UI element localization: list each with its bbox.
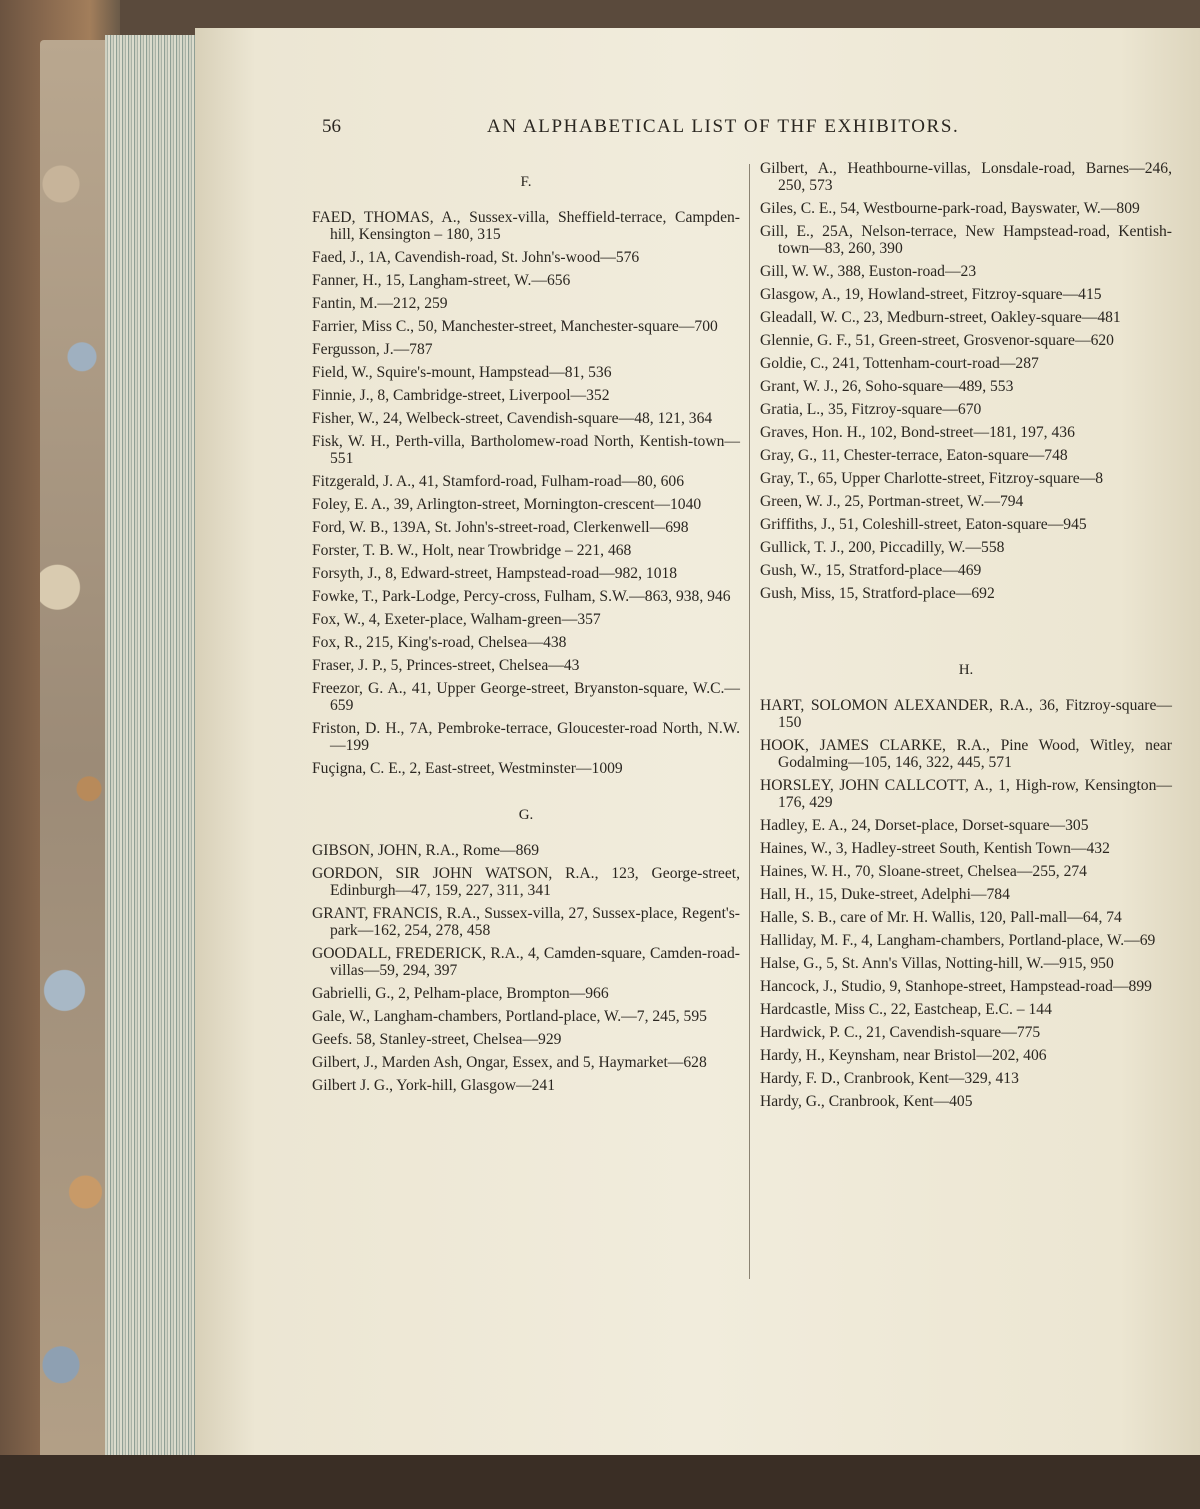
exhibitor-entry: Griffiths, J., 51, Coleshill-street, Eaton-square—945: [760, 516, 1087, 533]
page-bottom-shadow: [0, 1455, 1200, 1509]
section-letter: G.: [518, 807, 534, 823]
exhibitor-entry: Gray, G., 11, Chester-terrace, Eaton-square—748: [760, 447, 1068, 464]
exhibitor-entry: Glasgow, A., 19, Howland-street, Fitzroy-square—415: [760, 286, 1102, 303]
exhibitor-entry: Faed, J., 1A, Cavendish-road, St. John's-wood—576: [312, 249, 640, 266]
exhibitor-entry: Fantin, M.—212, 259: [312, 295, 448, 312]
exhibitor-entry: Gush, Miss, 15, Stratford-place—692: [760, 585, 995, 602]
exhibitor-entry: Hancock, J., Studio, 9, Stanhope-street, Hampstead-road—899: [760, 978, 1152, 995]
exhibitor-entry: Forsyth, J., 8, Edward-street, Hampstead-road—982, 1018: [312, 565, 678, 582]
page-edges: [105, 35, 200, 1455]
exhibitor-entry: Gush, W., 15, Stratford-place—469: [760, 562, 982, 579]
exhibitor-entry: Gilbert J. G., York-hill, Glasgow—241: [312, 1077, 556, 1094]
exhibitor-entry: Gill, W. W., 388, Euston-road—23: [760, 263, 977, 280]
exhibitor-entry: GORDON, SIR JOHN WATSON, R.A., 123, George-street, Edinburgh—47, 159, 227, 311, 341: [312, 865, 740, 899]
exhibitor-entry: Goldie, C., 241, Tottenham-court-road—287: [760, 355, 1039, 372]
exhibitor-entry: GIBSON, JOHN, R.A., Rome—869: [312, 842, 539, 859]
section-letter: F.: [520, 174, 532, 190]
exhibitor-entry: Fuçigna, C. E., 2, East-street, Westminster—1009: [312, 760, 623, 777]
exhibitor-entry: Fanner, H., 15, Langham-street, W.—656: [312, 272, 571, 289]
exhibitor-entry: Hardcastle, Miss C., 22, Eastcheap, E.C. – 144: [760, 1001, 1052, 1018]
exhibitor-entry: HART, SOLOMON ALEXANDER, R.A., 36, Fitzroy-square—150: [760, 697, 1172, 731]
exhibitor-entry: Hardwick, P. C., 21, Cavendish-square—775: [760, 1024, 1041, 1041]
exhibitor-entry: GOODALL, FREDERICK, R.A., 4, Camden-square, Camden-road-villas—59, 294, 397: [312, 945, 740, 979]
section-letter: H.: [958, 662, 974, 678]
exhibitor-entry: Forster, T. B. W., Holt, near Trowbridge – 221, 468: [312, 542, 632, 559]
exhibitor-entry: Hadley, E. A., 24, Dorset-place, Dorset-square—305: [760, 817, 1089, 834]
right-column: [760, 160, 1172, 1116]
running-head: AN ALPHABETICAL LIST OF THF EXHIBITORS.: [487, 116, 960, 137]
exhibitor-entry: GRANT, FRANCIS, R.A., Sussex-villa, 27, Sussex-place, Regent's-park—162, 254, 278, 458: [312, 905, 740, 939]
exhibitor-entry: Green, W. J., 25, Portman-street, W.—794: [760, 493, 1024, 510]
exhibitor-entry: Foley, E. A., 39, Arlington-street, Mornington-crescent—1040: [312, 496, 702, 513]
exhibitor-entry: HORSLEY, JOHN CALLCOTT, A., 1, High-row, Kensington—176, 429: [760, 777, 1172, 811]
marbled-endpaper: [40, 40, 110, 1480]
exhibitor-entry: Gilbert, J., Marden Ash, Ongar, Essex, and 5, Haymarket—628: [312, 1054, 707, 1071]
exhibitor-entry: Geefs. 58, Stanley-street, Chelsea—929: [312, 1031, 562, 1048]
exhibitor-entry: Halliday, M. F., 4, Langham-chambers, Portland-place, W.—69: [760, 932, 1156, 949]
exhibitor-entry: Hardy, F. D., Cranbrook, Kent—329, 413: [760, 1070, 1019, 1087]
exhibitor-entry: Hardy, G., Cranbrook, Kent—405: [760, 1093, 973, 1110]
exhibitor-entry: Gabrielli, G., 2, Pelham-place, Brompton—966: [312, 985, 609, 1002]
exhibitor-entry: Fisk, W. H., Perth-villa, Bartholomew-road North, Kentish-town—551: [312, 433, 740, 467]
exhibitor-entry: Gullick, T. J., 200, Piccadilly, W.—558: [760, 539, 1005, 556]
exhibitor-entry: Gray, T., 65, Upper Charlotte-street, Fitzroy-square—8: [760, 470, 1104, 487]
exhibitor-entry: Haines, W., 3, Hadley-street South, Kentish Town—432: [760, 840, 1110, 857]
exhibitor-entry: Gilbert, A., Heathbourne-villas, Lonsdale-road, Barnes—246, 250, 573: [760, 160, 1172, 194]
exhibitor-entry: Giles, C. E., 54, Westbourne-park-road, Bayswater, W.—809: [760, 200, 1140, 217]
exhibitor-entry: Graves, Hon. H., 102, Bond-street—181, 197, 436: [760, 424, 1075, 441]
exhibitor-entry: Fraser, J. P., 5, Princes-street, Chelsea—43: [312, 657, 580, 674]
exhibitor-entry: Field, W., Squire's-mount, Hampstead—81, 536: [312, 364, 612, 381]
exhibitor-entry: Friston, D. H., 7A, Pembroke-terrace, Gloucester-road North, N.W.—199: [312, 720, 740, 754]
exhibitor-entry: Gratia, L., 35, Fitzroy-square—670: [760, 401, 982, 418]
exhibitor-entry: HOOK, JAMES CLARKE, R.A., Pine Wood, Witley, near Godalming—105, 146, 322, 445, 571: [760, 737, 1172, 771]
exhibitor-entry: Finnie, J., 8, Cambridge-street, Liverpool—352: [312, 387, 610, 404]
exhibitor-entry: FAED, THOMAS, A., Sussex-villa, Sheffield-terrace, Campden-hill, Kensington – 180, 315: [312, 209, 740, 243]
exhibitor-entry: Fitzgerald, J. A., 41, Stamford-road, Fulham-road—80, 606: [312, 473, 685, 490]
exhibitor-entry: Fox, W., 4, Exeter-place, Walham-green—357: [312, 611, 601, 628]
exhibitor-entry: Gale, W., Langham-chambers, Portland-place, W.—7, 245, 595: [312, 1008, 707, 1025]
exhibitor-entry: Hardy, H., Keynsham, near Bristol—202, 406: [760, 1047, 1047, 1064]
exhibitor-entry: Halle, S. B., care of Mr. H. Wallis, 120, Pall-mall—64, 74: [760, 909, 1122, 926]
exhibitor-entry: Hall, H., 15, Duke-street, Adelphi—784: [760, 886, 1010, 903]
exhibitor-entry: Halse, G., 5, St. Ann's Villas, Notting-hill, W.—915, 950: [760, 955, 1114, 972]
exhibitor-entry: Fowke, T., Park-Lodge, Percy-cross, Fulham, S.W.—863, 938, 946: [312, 588, 731, 605]
exhibitor-entry: Gleadall, W. C., 23, Medburn-street, Oakley-square—481: [760, 309, 1121, 326]
exhibitor-entry: Fisher, W., 24, Welbeck-street, Cavendish-square—48, 121, 364: [312, 410, 713, 427]
exhibitor-entry: Haines, W. H., 70, Sloane-street, Chelsea—255, 274: [760, 863, 1087, 880]
exhibitor-entry: Fox, R., 215, King's-road, Chelsea—438: [312, 634, 567, 651]
exhibitor-entry: Ford, W. B., 139A, St. John's-street-road, Clerkenwell—698: [312, 519, 689, 536]
exhibitor-entry: Glennie, G. F., 51, Green-street, Grosvenor-square—620: [760, 332, 1114, 349]
exhibitor-entry: Farrier, Miss C., 50, Manchester-street, Manchester-square—700: [312, 318, 718, 335]
page-number: 56: [322, 116, 341, 137]
column-divider: [749, 164, 750, 1279]
exhibitor-entry: Fergusson, J.—787: [312, 341, 433, 358]
exhibitor-entry: Freezor, G. A., 41, Upper George-street, Bryanston-square, W.C.—659: [312, 680, 740, 714]
left-column: [312, 160, 740, 1100]
exhibitor-entry: Grant, W. J., 26, Soho-square—489, 553: [760, 378, 1014, 395]
exhibitor-entry: Gill, E., 25A, Nelson-terrace, New Hampstead-road, Kentish-town—83, 260, 390: [760, 223, 1172, 257]
